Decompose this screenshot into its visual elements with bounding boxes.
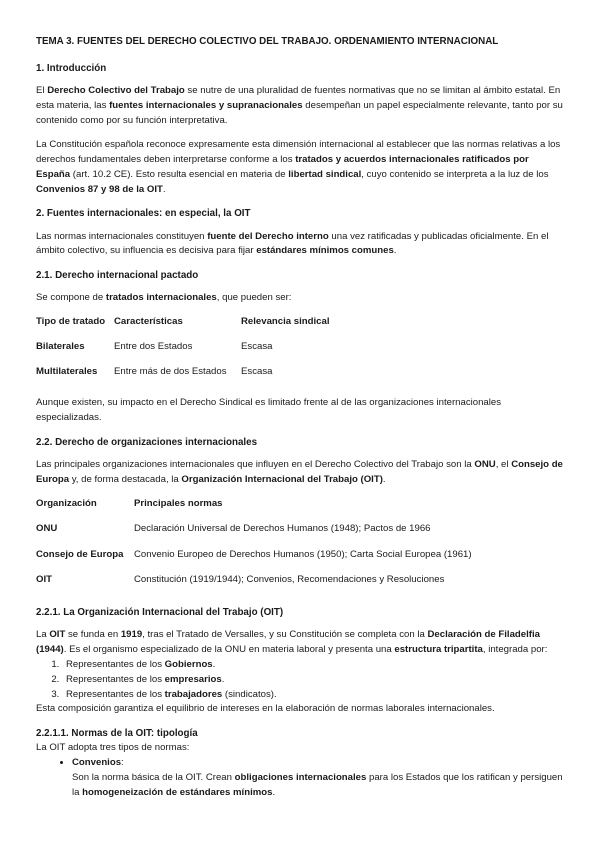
table-cell: ONU xyxy=(36,523,58,535)
section-2-2-intro: Las principales organizaciones internacionales que influyen en el Derecho Colectivo del Trabajo son la ONU, el Consejo de Europa y, de forma destacada, la Organización Internacional del Trabajo (OIT). xyxy=(36,459,563,486)
table-cell: Escasa xyxy=(241,366,273,378)
table-row xyxy=(36,573,472,599)
list-item: 2. Representantes de los empresarios. xyxy=(62,673,564,688)
table-cell: Entre dos Estados xyxy=(114,341,193,353)
table-cell: Escasa xyxy=(241,341,273,353)
section-2-paragraph-1: Las normas internacionales constituyen fuente del Derecho interno una vez ratificadas y publicadas oficialmente. En el ámbito colectivo, su influencia es decisiva para fijar estándares mínimos comunes. xyxy=(36,230,549,257)
norm-types-list xyxy=(36,756,564,771)
table-header-cell: Relevancia sindical xyxy=(241,316,330,328)
table-cell: Declaración Universal de Derechos Humanos (1948); Pactos de 1966 xyxy=(134,523,431,535)
table-row xyxy=(36,548,472,574)
table-cell: Constitución (1919/1944); Convenios, Recomendaciones y Resoluciones xyxy=(134,574,445,586)
table-row xyxy=(36,522,472,548)
section-2-1-heading: 2.1. Derecho internacional pactado xyxy=(36,270,199,282)
table-cell: Multilaterales xyxy=(36,366,98,378)
section-1-heading: 1. Introducción xyxy=(36,63,107,75)
table-cell: Convenio Europeo de Derechos Humanos (1950); Carta Social Europea (1961) xyxy=(134,548,472,560)
table-cell: Entre más de dos Estados xyxy=(114,366,227,378)
tripartite-list xyxy=(36,658,564,703)
section-2-2-heading: 2.2. Derecho de organizaciones internacionales xyxy=(36,437,258,448)
table-cell: Consejo de Europa xyxy=(36,548,124,560)
list-item: 1. Representantes de los Gobiernos. xyxy=(62,658,564,673)
table-cell: Bilaterales xyxy=(36,341,85,353)
organizations-table xyxy=(36,497,472,599)
table-header-row xyxy=(36,315,330,340)
section-2-1-intro: Se compone de tratados internacionales, que pueden ser: xyxy=(36,292,292,304)
table-header-row xyxy=(36,497,472,523)
list-item: 3. Representantes de los trabajadores (sindicatos). xyxy=(62,688,564,703)
table-header-cell: Organización xyxy=(36,497,97,509)
table-header-cell: Principales normas xyxy=(134,497,223,509)
section-1-paragraph-2: La Constitución española reconoce expresamente esta dimensión internacional al establecer que las normas relativas a los derechos fundamentales deben interpretarse conforme a los tratados y acuerdos internacionales ratificados por España (art. 10.2 CE). Esto resulta esencial en materia de libertad sindical, cuyo contenido se interpreta a la luz de los Convenios 87 y 98 de la OIT. xyxy=(36,138,561,195)
treaty-types-table xyxy=(36,315,330,390)
table-header-cell: Tipo de tratado xyxy=(36,316,106,328)
section-2-2-1-1-heading: 2.2.1.1. Normas de la OIT: tipología xyxy=(36,728,198,740)
section-2-1-after: Aunque existen, su impacto en el Derecho Sindical es limitado frente al de las organizaciones internacionales especializadas. xyxy=(36,397,502,424)
list-item: • Convenios: xyxy=(72,756,564,771)
section-1-paragraph-1: El Derecho Colectivo del Trabajo se nutre de una pluralidad de fuentes normativas que no se limitan al ámbito estatal. En esta materia, las fuentes internacionales y supranacionales desempeñan un papel especialmente relevante, tanto por su contenido como por su función interpretativa. xyxy=(36,85,563,127)
convenios-description: Son la norma básica de la OIT. Crean obligaciones internacionales para los Estados que los ratifican y persiguen la homogeneización de estándares mínimos. xyxy=(72,772,563,798)
document-title: TEMA 3. FUENTES DEL DERECHO COLECTIVO DEL TRABAJO. ORDENAMIENTO INTERNACIONAL xyxy=(36,36,499,47)
table-cell: OIT xyxy=(36,574,52,586)
table-header-cell: Características xyxy=(114,316,183,328)
section-2-2-1-heading: 2.2.1. La Organización Internacional del Trabajo (OIT) xyxy=(36,606,284,618)
section-2-2-1-after: Esta composición garantiza el equilibrio de intereses en la elaboración de normas laborales internacionales. xyxy=(36,703,495,715)
table-row xyxy=(36,365,330,390)
section-2-2-1-1-intro: La OIT adopta tres tipos de normas: xyxy=(36,742,190,754)
section-2-2-1-paragraph: La OIT se funda en 1919, tras el Tratado de Versalles, y su Constitución se completa con la Declaración de Filadelfia (1944). Es el organismo especializado de la ONU en materia laboral y presenta una estructura tripartita, integrada por: xyxy=(36,629,548,655)
table-row xyxy=(36,340,330,365)
section-2-heading: 2. Fuentes internacionales: en especial, la OIT xyxy=(36,208,251,220)
